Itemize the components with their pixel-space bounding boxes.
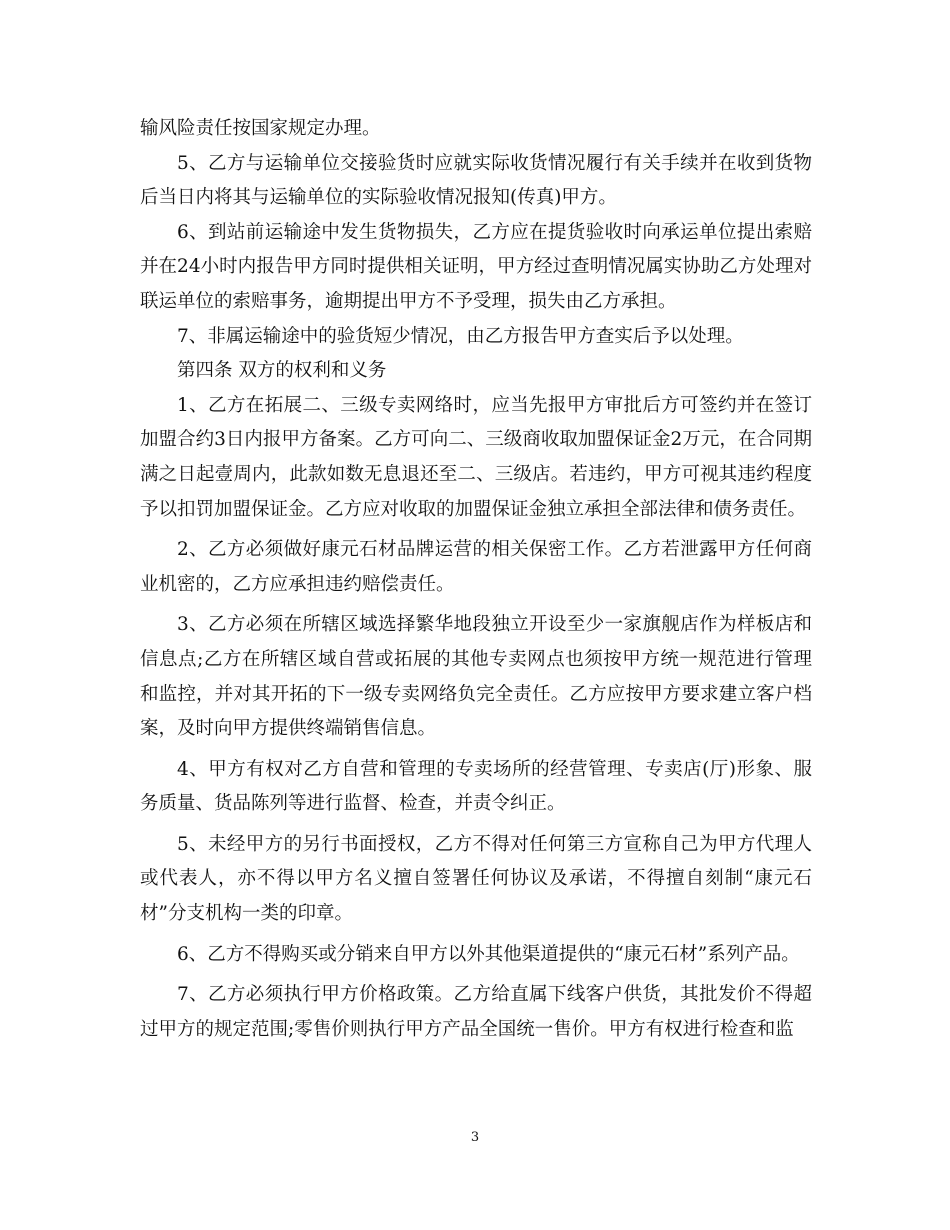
paragraph-clause-4-7: 7、乙方必须执行甲方价格政策。乙方给直属下线客户供货，其批发价不得超过甲方的规定范围;零售价则执行甲方产品全国统一售价。甲方有权进行检查和监	[140, 984, 812, 1040]
paragraph-clause-3-6: 6、到站前运输途中发生货物损失，乙方应在提货验收时向承运单位提出索赔并在24小时内报告甲方同时提供相关证明，甲方经过查明情况属实协助乙方处理对联运单位的索赔事务，逾期提出甲方不予受理，损失由乙方承担。	[140, 221, 812, 312]
section-heading-article-4: 第四条 双方的权利和义务	[177, 360, 387, 382]
document-body	[140, 112, 812, 1047]
paragraph-clause-4-6: 6、乙方不得购买或分销来自甲方以外其他渠道提供的“康元石材”系列产品。	[177, 943, 800, 965]
paragraph-clause-4-5: 5、未经甲方的另行书面授权，乙方不得对任何第三方宣称自己为甲方代理人或代表人，亦不得以甲方名义擅自签署任何协议及承诺，不得擅自刻制“康元石材”分支机构一类的印章。	[140, 833, 812, 925]
paragraph-clause-4-2: 2、乙方必须做好康元石材品牌运营的相关保密工作。乙方若泄露甲方任何商业机密的，乙方应承担违约赔偿责任。	[140, 539, 812, 595]
paragraph-clause-3-5: 5、乙方与运输单位交接验货时应就实际收货情况履行有关手续并在收到货物后当日内将其与运输单位的实际验收情况报知(传真)甲方。	[140, 152, 812, 209]
page-number: 3	[470, 1130, 480, 1145]
paragraph-clause-4-4: 4、甲方有权对乙方自营和管理的专卖场所的经营管理、专卖店(厅)形象、服务质量、货品陈列等进行监督、检查，并责令纠正。	[140, 758, 812, 815]
paragraph-clause-4-1: 1、乙方在拓展二、三级专卖网络时，应当先报甲方审批后方可签约并在签订加盟合约3日内报甲方备案。乙方可向二、三级商收取加盟保证金2万元，在合同期满之日起壹周内，此款如数无息退还至二、三级店。若违约，甲方可视其违约程度予以扣罚加盟保证金。乙方应对收取的加盟保证金独立承担全部法律和债务责任。	[140, 394, 812, 520]
paragraph-clause-3-7: 7、非属运输途中的验货短少情况，由乙方报告甲方查实后予以处理。	[177, 325, 744, 347]
paragraph-clause-4-3: 3、乙方必须在所辖区域选择繁华地段独立开设至少一家旗舰店作为样板店和信息点;乙方在所辖区域自营或拓展的其他专卖网点也须按甲方统一规范进行管理和监控，并对其开拓的下一级专卖网络负完全责任。乙方应按甲方要求建立客户档案，及时向甲方提供终端销售信息。	[140, 614, 812, 740]
paragraph-continuation: 输风险责任按国家规定办理。	[140, 118, 381, 139]
